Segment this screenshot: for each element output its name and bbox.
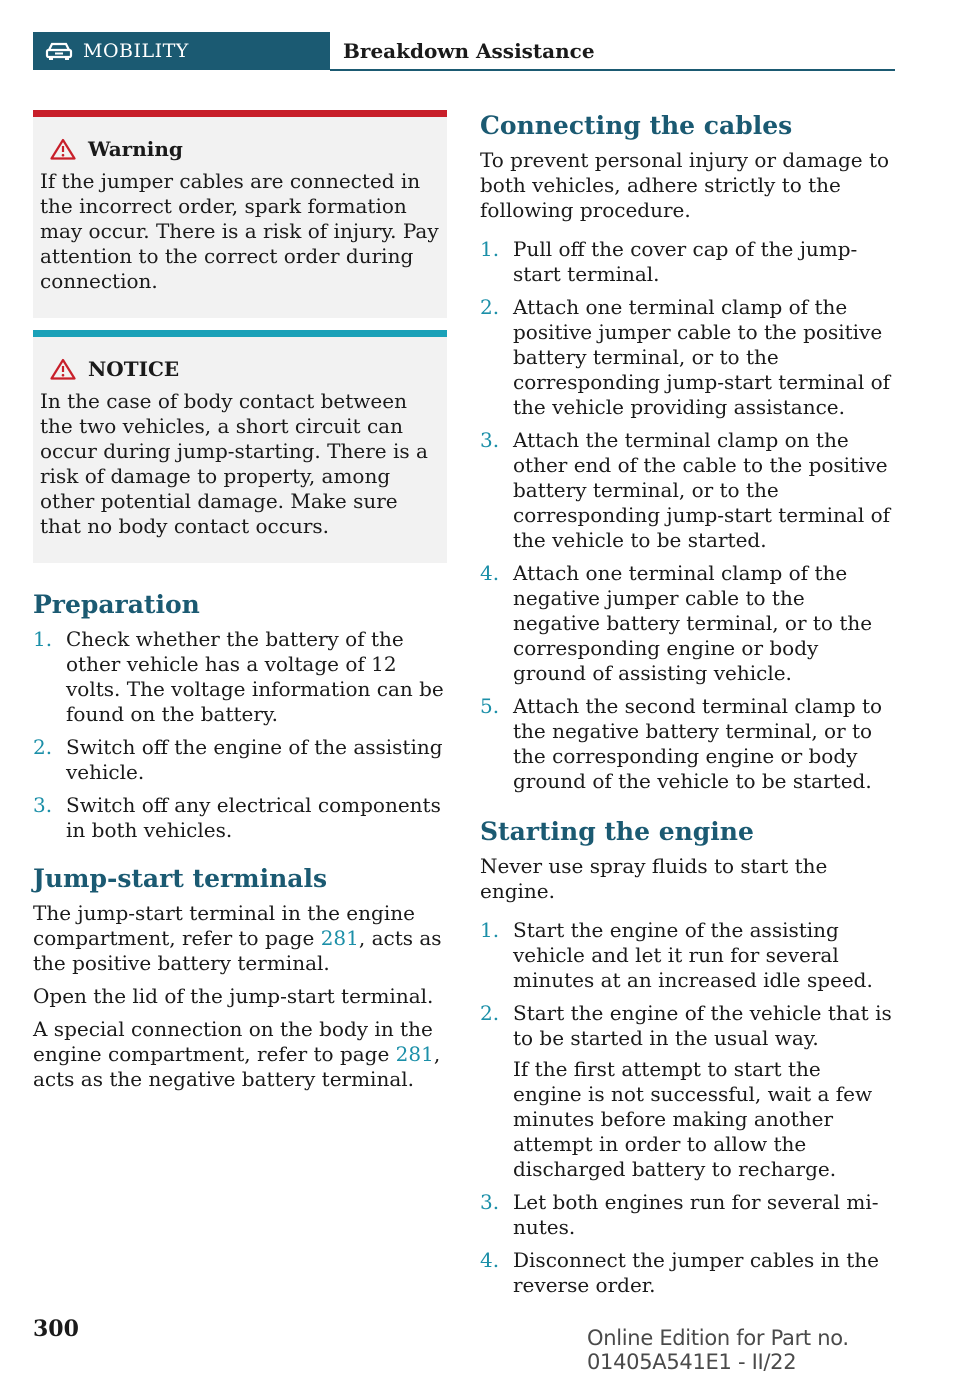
paragraph: The jump-start terminal in the engine compartment, refer to page 281, acts as the positive battery terminal.: [33, 901, 442, 975]
warning-triangle-icon: [50, 138, 76, 160]
warning-text: If the jumper cables are connected in the incorrect order, spark formation may occur. There is a risk of injury. Pay attention to the correct order during connection.: [40, 169, 439, 293]
list-item: 4. Attach one terminal clamp of the negative jumper cable to the negative battery terminal, or to the corresponding engine or body ground of assisting vehicle.: [480, 561, 873, 685]
connecting-heading: Connecting the cables: [480, 111, 793, 140]
starting-steps: [480, 918, 895, 1298]
paragraph: To prevent personal injury or damage to both vehicles, adhere strictly to the following procedure.: [480, 148, 890, 222]
preparation-steps: [33, 627, 447, 843]
section-tab: [33, 32, 330, 70]
right-column: [480, 110, 895, 1306]
notice-text: In the case of body contact between the two vehicles, a short circuit can occur during jump-starting. There is a risk of damage to property, among other potential damage. Make sure that no body contact occurs.: [40, 389, 428, 538]
warning-box: [33, 110, 447, 318]
connecting-steps: [480, 237, 895, 794]
list-item: 1. Pull off the cover cap of the jump-start terminal.: [480, 237, 858, 286]
page-header: [33, 32, 895, 72]
paragraph: A special connection on the body in the engine compartment, refer to page 281, acts as the negative battery terminal.: [33, 1017, 441, 1091]
notice-heading: [40, 357, 440, 381]
list-item: 4. Disconnect the jumper cables in the reverse order.: [480, 1248, 880, 1297]
car-front-icon: [45, 41, 73, 61]
list-item: 3. Attach the terminal clamp on the other end of the cable to the positive battery terminal, or to the corresponding jump-start terminal of the vehicle to be started.: [480, 428, 891, 552]
list-item: 2. Attach one terminal clamp of the positive jumper cable to the positive battery terminal, or to the corresponding jump-start terminal of the vehicle providing assistance.: [480, 295, 891, 419]
list-item: 1. Start the engine of the assisting vehicle and let it run for several minutes at an increased idle speed.: [480, 918, 873, 992]
warning-title: Warning: [88, 137, 183, 161]
edition-footer: Online Edition for Part no. 01405A541E1 - II/22: [587, 1326, 849, 1374]
warning-heading: [40, 137, 440, 161]
page-number: 300: [33, 1316, 79, 1342]
page-link-281[interactable]: 281: [320, 926, 359, 950]
starting-heading: Starting the engine: [480, 817, 754, 846]
notice-triangle-icon: [50, 358, 76, 380]
jump-start-terminals-heading: Jump-start terminals: [33, 864, 328, 893]
list-item: 1. Check whether the battery of the other vehicle has a voltage of 12 volts. The voltage information can be found on the battery.: [33, 627, 444, 726]
preparation-heading: Preparation: [33, 590, 200, 619]
header-divider: [330, 69, 895, 71]
list-item: 3. Let both engines run for several minutes.: [480, 1190, 879, 1239]
notice-box: [33, 330, 447, 563]
list-item: 2. Switch off the engine of the assisting vehicle.: [33, 735, 443, 784]
paragraph: Open the lid of the jump-start terminal.: [33, 984, 434, 1008]
section-label: MOBILITY: [83, 40, 189, 62]
list-item: 5. Attach the second terminal clamp to the negative battery terminal, or to the corresponding engine or body ground of the vehicle to be started.: [480, 694, 883, 793]
step-note: If the first attempt to start the engine is not successful, wait a few minutes before making another attempt in order to allow the discharged battery to recharge.: [513, 1057, 873, 1181]
notice-title: NOTICE: [88, 357, 180, 381]
paragraph: Never use spray fluids to start the engine.: [480, 854, 828, 903]
left-column: [33, 110, 447, 1100]
list-item: 2. Start the engine of the vehicle that is to be started in the usual way. If the first attempt to start the engine is not successful, wait a few minutes before making another attempt in order to allow the discharged battery to recharge.: [480, 1001, 895, 1182]
page-title: Breakdown Assistance: [343, 39, 595, 63]
page-link-281[interactable]: 281: [395, 1042, 434, 1066]
list-item: 3. Switch off any electrical components in both vehicles.: [33, 793, 441, 842]
